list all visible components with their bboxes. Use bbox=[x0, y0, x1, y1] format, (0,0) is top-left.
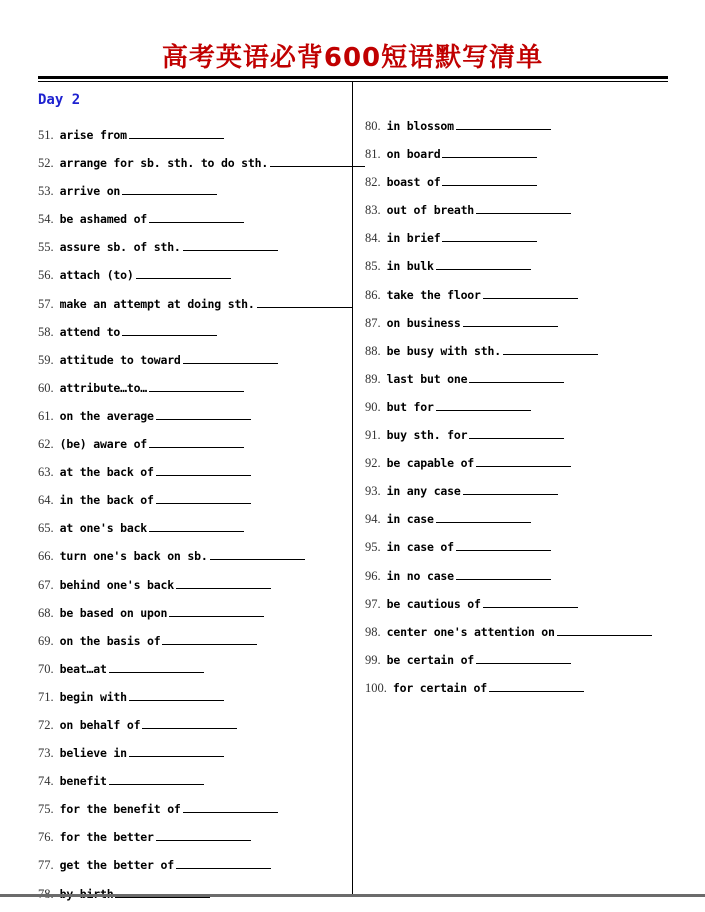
item-number: 97. bbox=[365, 596, 381, 611]
item-number: 88. bbox=[365, 343, 381, 358]
item-number: 85. bbox=[365, 259, 381, 274]
phrase-item bbox=[365, 228, 652, 256]
phrase-item bbox=[38, 546, 365, 574]
phrase-item bbox=[365, 537, 652, 565]
phrase-item bbox=[38, 490, 365, 518]
title-rule-thick bbox=[38, 76, 668, 79]
answer-blank[interactable] bbox=[442, 228, 537, 242]
phrase-item bbox=[365, 172, 652, 200]
phrase-item bbox=[38, 575, 365, 603]
phrase-item bbox=[365, 397, 652, 425]
item-phrase: be capable of bbox=[386, 456, 475, 471]
phrase-item bbox=[38, 827, 365, 855]
answer-blank[interactable] bbox=[489, 678, 584, 692]
answer-blank[interactable] bbox=[456, 566, 551, 580]
answer-blank[interactable] bbox=[270, 153, 365, 167]
left-column bbox=[38, 125, 365, 912]
phrase-item bbox=[38, 322, 365, 350]
item-phrase: center one's attention on bbox=[386, 624, 555, 639]
title-rule-thin bbox=[38, 81, 668, 82]
item-phrase: attribute…to… bbox=[59, 380, 148, 395]
item-number: 71. bbox=[38, 689, 54, 704]
item-phrase: out of breath bbox=[386, 203, 475, 218]
item-number: 81. bbox=[365, 147, 381, 162]
item-number: 94. bbox=[365, 512, 381, 527]
item-number: 86. bbox=[365, 287, 381, 302]
phrase-item bbox=[365, 509, 652, 537]
answer-blank[interactable] bbox=[456, 116, 551, 130]
phrase-item bbox=[365, 256, 652, 284]
item-number: 87. bbox=[365, 315, 381, 330]
phrase-item bbox=[365, 622, 652, 650]
phrase-item bbox=[365, 678, 652, 706]
item-phrase: in case of bbox=[386, 540, 454, 555]
item-phrase: buy sth. for bbox=[386, 428, 468, 443]
item-number: 83. bbox=[365, 203, 381, 218]
phrase-item bbox=[38, 434, 365, 462]
phrase-item bbox=[38, 799, 365, 827]
item-number: 63. bbox=[38, 465, 54, 480]
item-phrase: in any case bbox=[386, 484, 461, 499]
item-number: 76. bbox=[38, 830, 54, 845]
answer-blank[interactable] bbox=[442, 144, 537, 158]
answer-blank[interactable] bbox=[122, 181, 217, 195]
item-number: 99. bbox=[365, 652, 381, 667]
phrase-item bbox=[38, 462, 365, 490]
right-column bbox=[365, 116, 652, 706]
item-phrase: on business bbox=[386, 315, 461, 330]
item-number: 70. bbox=[38, 661, 54, 676]
phrase-item bbox=[38, 884, 365, 912]
item-phrase: get the better of bbox=[59, 858, 174, 873]
answer-blank[interactable] bbox=[210, 546, 305, 560]
phrase-item bbox=[38, 350, 365, 378]
phrase-item bbox=[365, 369, 652, 397]
item-phrase: beat…at bbox=[59, 661, 107, 676]
phrase-item bbox=[38, 715, 365, 743]
item-phrase: attitude to toward bbox=[59, 352, 181, 367]
answer-blank[interactable] bbox=[183, 799, 278, 813]
answer-blank[interactable] bbox=[156, 490, 251, 504]
item-number: 56. bbox=[38, 268, 54, 283]
item-number: 52. bbox=[38, 156, 54, 171]
answer-blank[interactable] bbox=[156, 406, 251, 420]
phrase-item bbox=[38, 265, 365, 293]
item-number: 80. bbox=[365, 119, 381, 133]
answer-blank[interactable] bbox=[483, 285, 578, 299]
phrase-item bbox=[38, 209, 365, 237]
phrase-item bbox=[38, 771, 365, 799]
item-number: 51. bbox=[38, 128, 54, 142]
item-phrase: in case bbox=[386, 512, 434, 527]
item-phrase: arrange for sb. sth. to do sth. bbox=[59, 156, 269, 171]
item-number: 91. bbox=[365, 428, 381, 443]
answer-blank[interactable] bbox=[149, 434, 244, 448]
item-phrase: in no case bbox=[386, 568, 454, 583]
answer-blank[interactable] bbox=[469, 425, 564, 439]
item-phrase: on the basis of bbox=[59, 633, 161, 648]
item-phrase: in bulk bbox=[386, 259, 434, 274]
item-number: 59. bbox=[38, 352, 54, 367]
answer-blank[interactable] bbox=[136, 265, 231, 279]
answer-blank[interactable] bbox=[257, 294, 352, 308]
item-number: 82. bbox=[365, 175, 381, 190]
item-number: 93. bbox=[365, 484, 381, 499]
item-phrase: benefit bbox=[59, 774, 107, 789]
phrase-item bbox=[38, 378, 365, 406]
phrase-item bbox=[365, 566, 652, 594]
answer-blank[interactable] bbox=[176, 575, 271, 589]
answer-blank[interactable] bbox=[176, 855, 271, 869]
answer-blank[interactable] bbox=[456, 537, 551, 551]
answer-blank[interactable] bbox=[463, 313, 558, 327]
item-phrase: be cautious of bbox=[386, 596, 481, 611]
phrase-item bbox=[38, 153, 365, 181]
phrase-item bbox=[38, 406, 365, 434]
phrase-item bbox=[38, 125, 365, 153]
answer-blank[interactable] bbox=[129, 687, 224, 701]
item-phrase: in the back of bbox=[59, 493, 154, 508]
answer-blank[interactable] bbox=[122, 322, 217, 336]
item-number: 61. bbox=[38, 408, 54, 423]
item-number: 75. bbox=[38, 802, 54, 817]
answer-blank[interactable] bbox=[149, 378, 244, 392]
phrase-item bbox=[365, 200, 652, 228]
item-number: 57. bbox=[38, 296, 54, 311]
answer-blank[interactable] bbox=[149, 518, 244, 532]
item-phrase: on board bbox=[386, 147, 441, 162]
item-phrase: believe in bbox=[59, 746, 127, 761]
page-title: 高考英语必背600短语默写清单 bbox=[161, 43, 544, 73]
answer-blank[interactable] bbox=[156, 462, 251, 476]
item-number: 66. bbox=[38, 549, 54, 564]
item-phrase: on behalf of bbox=[59, 717, 141, 732]
item-phrase: for the benefit of bbox=[59, 802, 181, 817]
item-number: 92. bbox=[365, 456, 381, 471]
phrase-item bbox=[365, 650, 652, 678]
phrase-item bbox=[38, 743, 365, 771]
phrase-item bbox=[365, 594, 652, 622]
item-number: 77. bbox=[38, 858, 54, 873]
item-phrase: turn one's back on sb. bbox=[59, 549, 208, 564]
item-number: 54. bbox=[38, 212, 54, 227]
item-number: 55. bbox=[38, 240, 54, 255]
answer-blank[interactable] bbox=[162, 631, 257, 645]
phrase-item bbox=[365, 144, 652, 172]
answer-blank[interactable] bbox=[476, 200, 571, 214]
item-number: 84. bbox=[365, 231, 381, 246]
phrase-item bbox=[365, 285, 652, 313]
item-number: 67. bbox=[38, 577, 54, 592]
phrase-item bbox=[365, 453, 652, 481]
item-number: 65. bbox=[38, 521, 54, 536]
item-phrase: (be) aware of bbox=[59, 437, 148, 452]
answer-blank[interactable] bbox=[436, 509, 531, 523]
answer-blank[interactable] bbox=[129, 743, 224, 757]
phrase-item bbox=[38, 687, 365, 715]
answer-blank[interactable] bbox=[169, 603, 264, 617]
item-number: 100. bbox=[365, 680, 387, 695]
phrase-item bbox=[38, 237, 365, 265]
item-phrase: arise from bbox=[59, 128, 127, 142]
item-number: 90. bbox=[365, 399, 381, 414]
item-phrase: at one's back bbox=[59, 521, 148, 536]
phrase-item bbox=[38, 603, 365, 631]
answer-blank[interactable] bbox=[503, 341, 598, 355]
answer-blank[interactable] bbox=[442, 172, 537, 186]
item-number: 60. bbox=[38, 380, 54, 395]
answer-blank[interactable] bbox=[476, 650, 571, 664]
item-number: 96. bbox=[365, 568, 381, 583]
answer-blank[interactable] bbox=[463, 481, 558, 495]
item-phrase: be busy with sth. bbox=[386, 343, 501, 358]
item-phrase: make an attempt at doing sth. bbox=[59, 296, 255, 311]
phrase-item bbox=[38, 855, 365, 883]
phrase-item bbox=[365, 341, 652, 369]
item-phrase: begin with bbox=[59, 689, 127, 704]
item-number: 73. bbox=[38, 746, 54, 761]
item-number: 74. bbox=[38, 774, 54, 789]
phrase-item bbox=[38, 659, 365, 687]
item-phrase: for the better bbox=[59, 830, 154, 845]
answer-blank[interactable] bbox=[476, 453, 571, 467]
item-phrase: at the back of bbox=[59, 465, 154, 480]
item-phrase: be based on upon bbox=[59, 605, 168, 620]
item-phrase: in blossom bbox=[386, 119, 454, 133]
item-phrase: attend to bbox=[59, 324, 121, 339]
phrase-item bbox=[365, 425, 652, 453]
item-number: 72. bbox=[38, 717, 54, 732]
phrase-item bbox=[38, 631, 365, 659]
item-phrase: in brief bbox=[386, 231, 441, 246]
phrase-item bbox=[38, 294, 365, 322]
item-phrase: last but one bbox=[386, 371, 468, 386]
phrase-item bbox=[38, 181, 365, 209]
answer-blank[interactable] bbox=[469, 369, 564, 383]
item-phrase: be ashamed of bbox=[59, 212, 148, 227]
item-number: 98. bbox=[365, 624, 381, 639]
phrase-item bbox=[365, 116, 652, 144]
answer-blank[interactable] bbox=[183, 350, 278, 364]
answer-blank[interactable] bbox=[109, 771, 204, 785]
item-number: 64. bbox=[38, 493, 54, 508]
answer-blank[interactable] bbox=[109, 659, 204, 673]
item-number: 53. bbox=[38, 184, 54, 199]
day-heading: Day 2 bbox=[38, 92, 81, 108]
item-number: 89. bbox=[365, 371, 381, 386]
item-phrase: boast of bbox=[386, 175, 441, 190]
phrase-item bbox=[38, 518, 365, 546]
item-phrase: be certain of bbox=[386, 652, 475, 667]
answer-blank[interactable] bbox=[149, 209, 244, 223]
item-number: 69. bbox=[38, 633, 54, 648]
answer-blank[interactable] bbox=[483, 594, 578, 608]
item-number: 68. bbox=[38, 605, 54, 620]
item-phrase: on the average bbox=[59, 408, 154, 423]
item-phrase: behind one's back bbox=[59, 577, 174, 592]
phrase-item bbox=[365, 313, 652, 341]
item-phrase: take the floor bbox=[386, 287, 481, 302]
answer-blank[interactable] bbox=[156, 827, 251, 841]
item-number: 95. bbox=[365, 540, 381, 555]
item-phrase: assure sb. of sth. bbox=[59, 240, 181, 255]
item-phrase: arrive on bbox=[59, 184, 121, 199]
item-phrase: for certain of bbox=[392, 680, 488, 695]
answer-blank[interactable] bbox=[436, 256, 531, 270]
answer-blank[interactable] bbox=[183, 237, 278, 251]
item-phrase: attach (to) bbox=[59, 268, 134, 283]
item-number: 62. bbox=[38, 437, 54, 452]
answer-blank[interactable] bbox=[436, 397, 531, 411]
item-phrase: but for bbox=[386, 399, 434, 414]
answer-blank[interactable] bbox=[129, 125, 224, 139]
answer-blank[interactable] bbox=[142, 715, 237, 729]
answer-blank[interactable] bbox=[557, 622, 652, 636]
phrase-item bbox=[365, 481, 652, 509]
item-number: 58. bbox=[38, 324, 54, 339]
